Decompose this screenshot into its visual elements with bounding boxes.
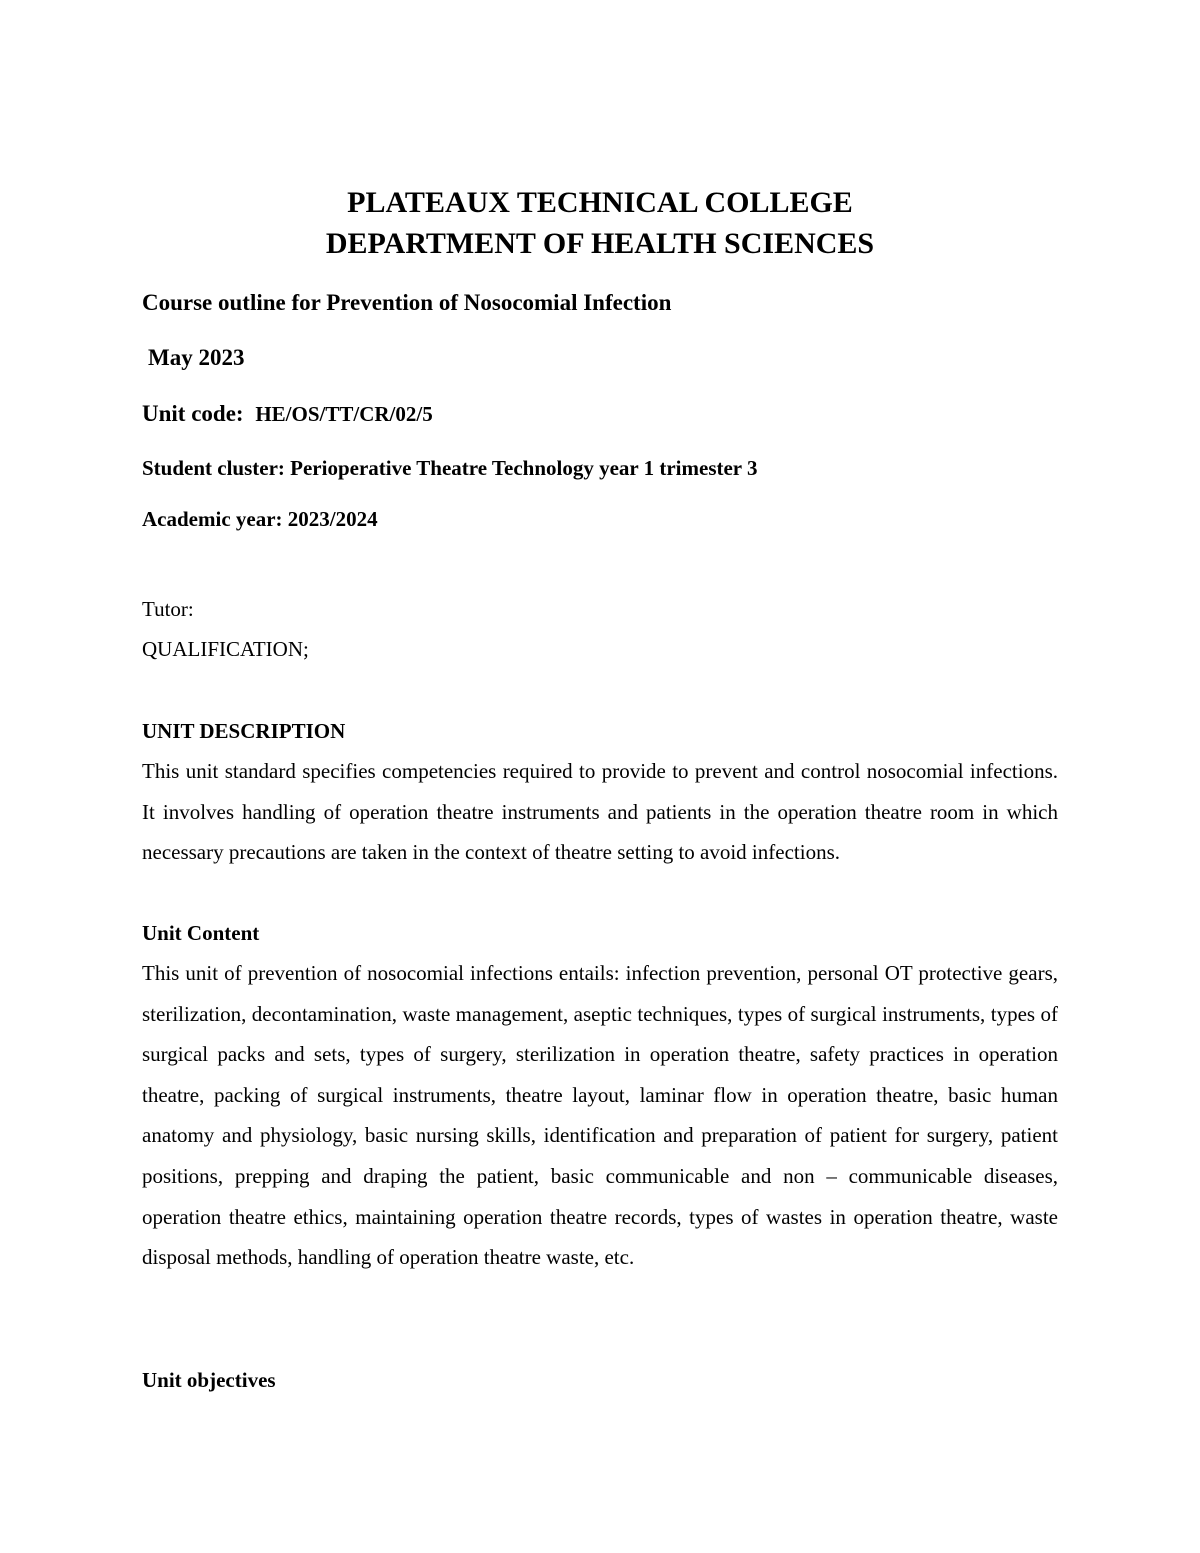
unit-code	[142, 400, 433, 428]
tutor-label: Tutor:	[142, 597, 194, 621]
course-title: Course outline for Prevention of Nosocomial Infection	[142, 290, 672, 315]
unit-description-heading: UNIT DESCRIPTION	[142, 719, 346, 743]
course-date: May 2023	[148, 345, 245, 370]
academic-year: Academic year: 2023/2024	[142, 507, 378, 531]
student-cluster: Student cluster: Perioperative Theatre Technology year 1 trimester 3	[142, 456, 758, 480]
unit-content-text: This unit of prevention of nosocomial infections entails: infection prevention, personal OT protective gears, sterilization, decontamination, waste management, aseptic techniques, types of surgical instruments, types of surgical packs and sets, types of surgery, sterilization in operation theatre, safety practices in operation theatre, packing of surgical instruments, theatre layout, laminar flow in operation theatre, basic human anatomy and physiology, basic nursing skills, identification and preparation of patient for surgery, patient positions, prepping and draping the patient, basic communicable and non – communicable diseases, operation theatre ethics, maintaining operation theatre records, types of wastes in operation theatre, waste disposal methods, handling of operation theatre waste, etc.	[142, 961, 1058, 1270]
department-name: DEPARTMENT OF HEALTH SCIENCES	[325, 227, 875, 260]
unit-code-value: HE/OS/TT/CR/02/5	[255, 402, 433, 426]
college-name: PLATEAUX TECHNICAL COLLEGE	[347, 186, 853, 219]
qualification-label: QUALIFICATION;	[142, 637, 309, 661]
unit-description-text: This unit standard specifies competencies required to provide to prevent and control nosocomial infections. It involves handling of operation theatre instruments and patients in the operation theatre room in which necessary precautions are taken in the context of theatre setting to avoid infections.	[142, 759, 1058, 865]
unit-content-heading: Unit Content	[142, 921, 260, 945]
unit-objectives-heading: Unit objectives	[142, 1368, 276, 1392]
unit-code-label: Unit code:	[142, 401, 244, 426]
